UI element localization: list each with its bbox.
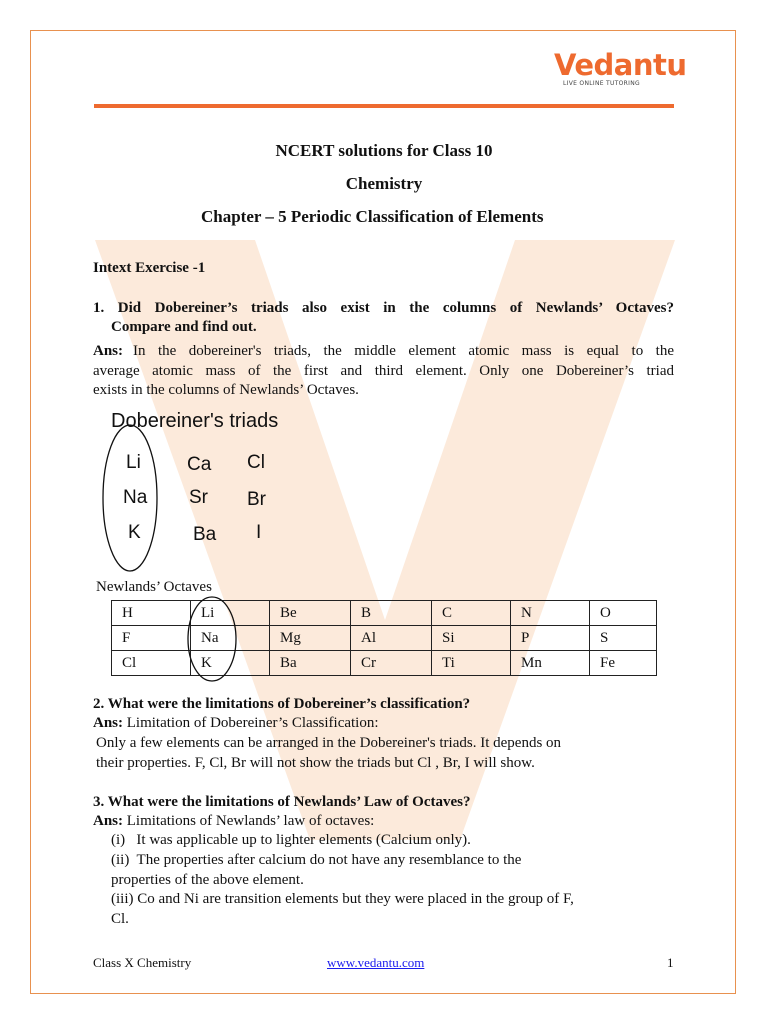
q3-point1: (i) It was applicable up to lighter elements (Calcium only). bbox=[111, 832, 471, 848]
table-cell: Fe bbox=[590, 651, 657, 676]
table-cell: Be bbox=[270, 601, 351, 626]
table-cell: Mg bbox=[270, 626, 351, 651]
triad-cell: I bbox=[256, 522, 262, 543]
octave-circle bbox=[184, 594, 240, 684]
octaves-title: Newlands’ Octaves bbox=[96, 579, 212, 595]
triad-cell: Ba bbox=[193, 524, 217, 545]
q1-question-line2: Compare and find out. bbox=[111, 319, 257, 335]
q3-question: 3. What were the limitations of Newlands’ Law of Octaves? bbox=[93, 794, 471, 810]
table-cell: C bbox=[432, 601, 511, 626]
triad-cell: Sr bbox=[189, 487, 208, 508]
triad-cell: Li bbox=[126, 452, 141, 473]
table-cell: B bbox=[351, 601, 432, 626]
doc-chapter: Chapter – 5 Periodic Classification of Elements bbox=[201, 207, 544, 226]
table-cell: K bbox=[191, 651, 270, 676]
doc-subject: Chemistry bbox=[345, 174, 423, 193]
q1-ans-label: Ans: bbox=[93, 343, 124, 359]
table-cell: Li bbox=[191, 601, 270, 626]
q2-ans: Ans: Limitation of Dobereiner’s Classification: bbox=[93, 715, 379, 731]
triad-circle bbox=[100, 422, 160, 574]
table-cell: Cl bbox=[112, 651, 191, 676]
triad-cell: K bbox=[128, 522, 141, 543]
q1-ans-line3: exists in the columns of Newlands’ Octaves. bbox=[93, 382, 359, 398]
q3-point3-line1: (iii) Co and Ni are transition elements but they were placed in the group of F, bbox=[111, 891, 574, 907]
q1-ans-line1: In the dobereiner's triads, the middle element atomic mass is equal to the bbox=[133, 343, 674, 359]
q2-question: 2. What were the limitations of Dobereiner’s classification? bbox=[93, 696, 471, 712]
table-cell: Ti bbox=[432, 651, 511, 676]
exercise-title: Intext Exercise -1 bbox=[93, 260, 206, 276]
q2-ans-line2: their properties. F, Cl, Br will not show the triads but Cl , Br, I will show. bbox=[96, 755, 535, 771]
table-cell: O bbox=[590, 601, 657, 626]
table-cell: Al bbox=[351, 626, 432, 651]
doc-title: NCERT solutions for Class 10 bbox=[275, 141, 493, 160]
page-number: 1 bbox=[667, 955, 674, 970]
q1-ans-line2: average atomic mass of the first and third element. Only one Dobereiner’s triad bbox=[93, 363, 674, 379]
header-rule bbox=[94, 104, 674, 108]
q3-point3-line2: Cl. bbox=[111, 911, 129, 927]
table-cell: N bbox=[511, 601, 590, 626]
triad-cell: Ca bbox=[187, 454, 212, 475]
logo-wordmark: Vedantu bbox=[554, 48, 687, 82]
table-cell: P bbox=[511, 626, 590, 651]
table-cell: Cr bbox=[351, 651, 432, 676]
vedantu-logo[interactable] bbox=[530, 48, 687, 87]
q3-ans: Ans: Limitations of Newlands’ law of octaves: bbox=[93, 813, 375, 829]
footer-left: Class X Chemistry bbox=[93, 955, 192, 970]
q1-question-line1: 1. Did Dobereiner’s triads also exist in the columns of Newlands’ Octaves? bbox=[93, 300, 674, 316]
triads-title: Dobereiner's triads bbox=[111, 410, 279, 432]
table-cell: Na bbox=[191, 626, 270, 651]
table-cell: Si bbox=[432, 626, 511, 651]
table-cell: F bbox=[112, 626, 191, 651]
q3-point2-line2: properties of the above element. bbox=[111, 872, 304, 888]
triad-cell: Cl bbox=[247, 452, 265, 473]
triad-cell: Na bbox=[123, 487, 148, 508]
table-cell: H bbox=[112, 601, 191, 626]
triad-cell: Br bbox=[247, 489, 266, 510]
q2-ans-line1: Only a few elements can be arranged in the Dobereiner's triads. It depends on bbox=[96, 735, 562, 751]
table-cell: Ba bbox=[270, 651, 351, 676]
table-cell: Mn bbox=[511, 651, 590, 676]
table-cell: S bbox=[590, 626, 657, 651]
q3-point2-line1: (ii) The properties after calcium do not have any resemblance to the bbox=[111, 852, 522, 868]
footer-link[interactable]: www.vedantu.com bbox=[327, 955, 425, 970]
logo-tagline: LIVE ONLINE TUTORING bbox=[563, 80, 640, 87]
